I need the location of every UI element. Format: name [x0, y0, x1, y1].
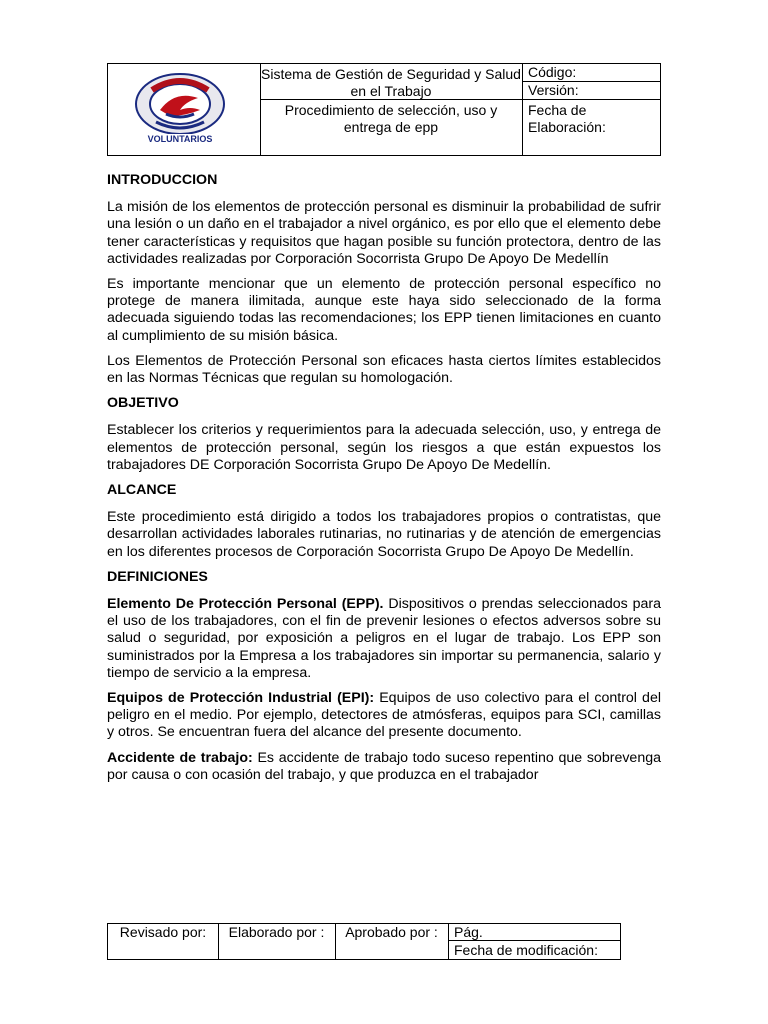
definition-accident-term: Accidente de trabajo:	[107, 749, 253, 766]
reviewed-by-label: Revisado por:	[108, 924, 219, 959]
organization-logo	[130, 70, 230, 150]
definition-epi	[107, 690, 661, 742]
page-label: Pág.	[448, 924, 620, 941]
intro-paragraph-1: La misión de los elementos de protección personal es disminuir la probabilidad de sufrir una lesión o un daño en el trabajador a nivel orgánico, es por ello que el elemento debe tener características y requisitos que hagan posible su función protectora, dentro de las actividades realizadas por Corporación Socorrista Grupo De Apoyo De Medellín	[107, 199, 661, 267]
intro-heading: INTRODUCCION	[107, 172, 218, 188]
definition-epi-text: Equipos de uso colectivo para el control del peligro en el medio. Por ejemplo, detectores de atmósferas, equipos para SCI, camillas y otros. Se encuentran fuera del alcance del presente documento.	[107, 690, 661, 741]
prepared-by-label: Elaborado por :	[218, 924, 336, 959]
objective-paragraph: Establecer los criterios y requerimientos para la adecuada selección, uso, y entrega de elementos de protección personal, según los riesgos a que están expuestos los trabajadores DE Corporación Socorrista Grupo De Apoyo De Medellín.	[107, 422, 661, 473]
procedure-title: Procedimiento de selección, uso y entrega de epp	[260, 100, 523, 155]
version-label: Versión:	[523, 82, 660, 100]
scope-paragraph: Este procedimiento está dirigido a todos los trabajadores propios o contratistas, que desarrollan actividades laborales rutinarias, no rutinarias y de atención de emergencias en los diferentes procesos de Corporación Socorrista Grupo De Apoyo De Medellín.	[107, 509, 661, 560]
modification-date-label: Fecha de modificación:	[454, 942, 598, 958]
logo-cell	[108, 64, 261, 155]
objective-heading: OBJETIVO	[107, 395, 179, 412]
logo-emblem-icon	[130, 70, 230, 150]
definition-epp	[107, 596, 661, 682]
scope-heading: ALCANCE	[107, 482, 177, 499]
definition-accident	[107, 750, 661, 784]
definition-epp-text: Dispositivos o prendas seleccionados para el uso de los trabajadores, con el fin de prevenir lesiones o efectos adversos sobre su salud o seguridad, por exposición a peligros en el lugar de trabajo. Los EPP son suministrados por la Empresa a los trabajadores sin importar su permanencia, salario y tiempo de servicio a la empresa.	[107, 596, 661, 681]
document-body	[107, 172, 661, 792]
intro-paragraph-2: Es importante mencionar que un elemento de protección personal específico no protege de manera ilimitada, aunque este haya sido seleccionado de la forma adecuada siguiendo todas las recomendaciones; los EPP tienen limitaciones en cuanto al cumplimiento de su misión básica.	[107, 276, 661, 344]
definition-accident-text: Es accidente de trabajo todo suceso repentino que sobrevenga por causa o con ocasión del trabajo, y que produzca en el trabajador	[107, 749, 661, 783]
svg-text:VOLUNTARIOS: VOLUNTARIOS	[147, 134, 213, 144]
code-label: Código:	[523, 64, 660, 82]
definitions-heading: DEFINICIONES	[107, 568, 208, 585]
definition-epp-term: Elemento De Protección Personal (EPP).	[107, 596, 384, 613]
intro-paragraph-3: Los Elementos de Protección Personal son eficaces hasta ciertos límites establecidos en las Normas Técnicas que regulan su homologación.	[107, 352, 661, 387]
approved-by-label: Aprobado por :	[335, 924, 449, 959]
elaboration-date-label: Fecha de Elaboración:	[528, 102, 606, 135]
header-table	[107, 63, 661, 156]
system-title: Sistema de Gestión de Seguridad y Salud en el Trabajo	[260, 64, 523, 100]
definition-epi-term: Equipos de Protección Industrial (EPI):	[107, 690, 375, 707]
footer-table	[107, 923, 621, 960]
